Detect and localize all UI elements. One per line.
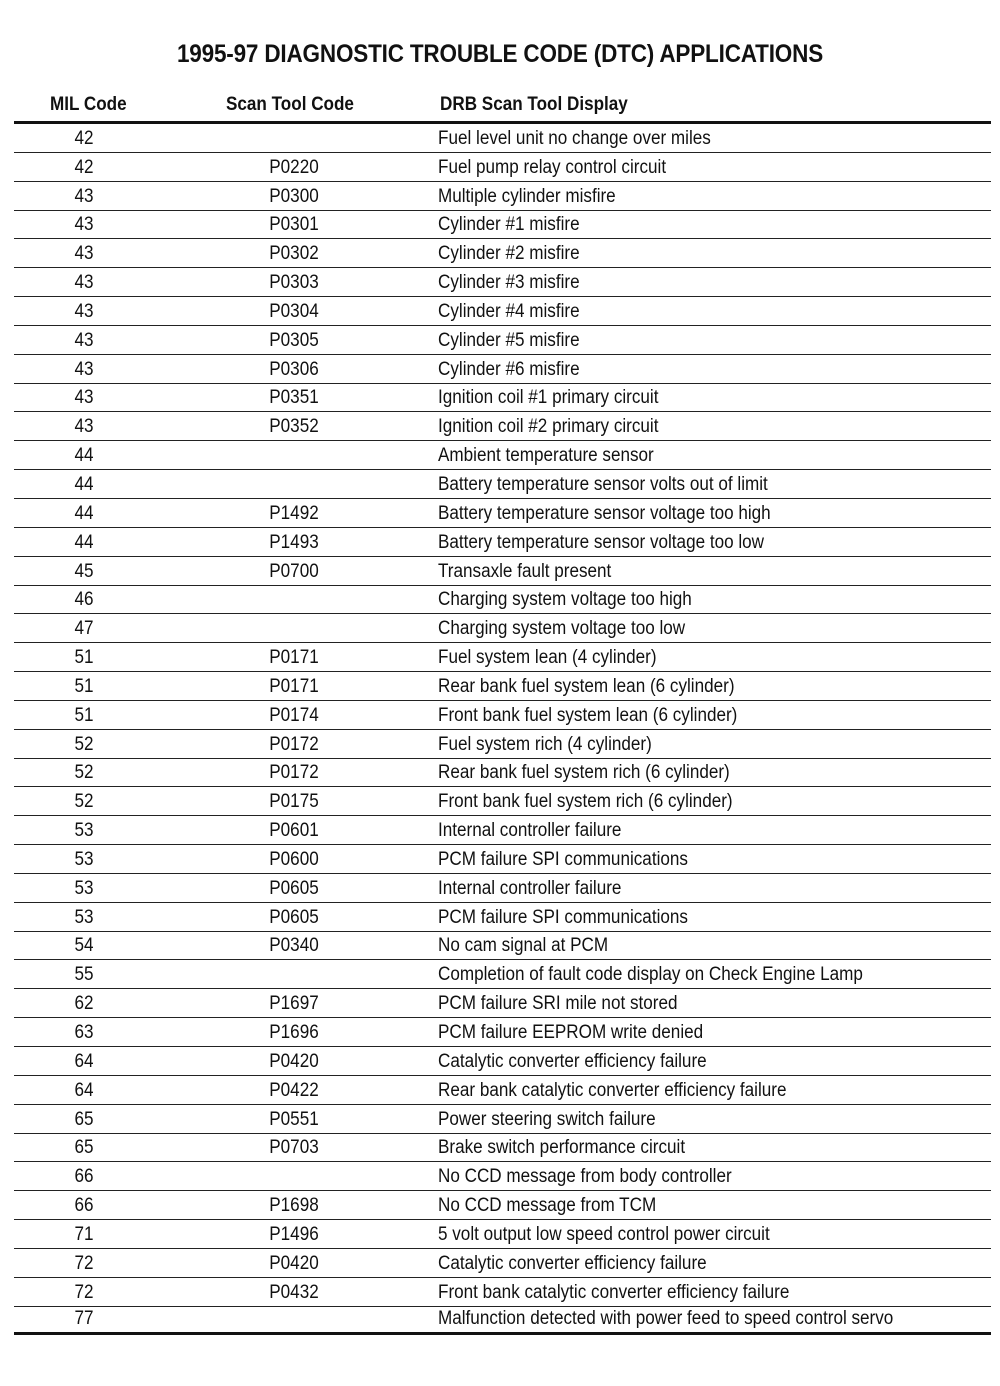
mil-code-cell: 44 bbox=[74, 531, 94, 553]
scan-tool-code-cell: P0700 bbox=[269, 560, 319, 582]
table-row bbox=[14, 903, 991, 932]
scan-tool-code-cell: P1492 bbox=[269, 502, 319, 524]
column-header-mil-code: MIL Code bbox=[50, 94, 127, 115]
drb-display-cell: Battery temperature sensor voltage too high bbox=[438, 502, 771, 524]
mil-code-cell: 66 bbox=[74, 1195, 94, 1217]
mil-code-cell: 43 bbox=[74, 387, 94, 409]
mil-code-cell: 51 bbox=[74, 675, 94, 697]
drb-display-cell: Transaxle fault present bbox=[438, 560, 612, 582]
drb-display-cell: No CCD message from TCM bbox=[438, 1195, 657, 1217]
table-row bbox=[14, 586, 991, 615]
table-row bbox=[14, 1249, 991, 1278]
column-header-drb-display: DRB Scan Tool Display bbox=[440, 94, 628, 115]
scan-tool-code-cell: P1696 bbox=[269, 1022, 319, 1043]
scan-tool-code-cell: P0175 bbox=[269, 791, 319, 813]
drb-display-cell: Catalytic converter efficiency failure bbox=[438, 1252, 707, 1274]
drb-display-cell: Cylinder #3 misfire bbox=[438, 272, 580, 294]
table-row bbox=[14, 787, 991, 816]
table-row bbox=[14, 412, 991, 441]
scan-tool-code-cell: P1697 bbox=[269, 993, 319, 1015]
table-row bbox=[14, 960, 991, 989]
mil-code-cell: 53 bbox=[74, 877, 94, 899]
scan-tool-code-cell: P1493 bbox=[269, 531, 319, 553]
mil-code-cell: 52 bbox=[74, 762, 94, 784]
drb-display-cell: Catalytic converter efficiency failure bbox=[438, 1050, 707, 1072]
scan-tool-code-cell: P0220 bbox=[269, 156, 319, 178]
mil-code-cell: 43 bbox=[74, 243, 94, 265]
table-row bbox=[14, 211, 991, 240]
table-row bbox=[14, 701, 991, 730]
scan-tool-code-cell: P0352 bbox=[269, 416, 319, 438]
table-row bbox=[14, 816, 991, 845]
table-row bbox=[14, 1047, 991, 1076]
drb-display-cell: Rear bank fuel system rich (6 cylinder) bbox=[438, 762, 730, 784]
scan-tool-code-cell: P0306 bbox=[269, 358, 319, 380]
table-row bbox=[14, 153, 991, 182]
drb-display-cell: Rear bank catalytic converter efficiency failure bbox=[438, 1079, 787, 1101]
drb-display-cell: PCM failure EEPROM write denied bbox=[438, 1022, 704, 1043]
scan-tool-code-cell: P0601 bbox=[269, 820, 319, 842]
dtc-table bbox=[14, 124, 991, 1335]
table-row bbox=[14, 1162, 991, 1191]
mil-code-cell: 63 bbox=[74, 1022, 94, 1043]
table-row bbox=[14, 1134, 991, 1163]
mil-code-cell: 43 bbox=[74, 358, 94, 380]
drb-display-cell: Front bank fuel system rich (6 cylinder) bbox=[438, 791, 733, 813]
mil-code-cell: 65 bbox=[74, 1108, 94, 1130]
table-row bbox=[14, 643, 991, 672]
drb-display-cell: Rear bank fuel system lean (6 cylinder) bbox=[438, 675, 735, 697]
scan-tool-code-cell: P0303 bbox=[269, 272, 319, 294]
table-row bbox=[14, 268, 991, 297]
scan-tool-code-cell: P1496 bbox=[269, 1223, 319, 1245]
drb-display-cell: Charging system voltage too low bbox=[438, 618, 686, 640]
table-row bbox=[14, 672, 991, 701]
scan-tool-code-cell: P0432 bbox=[269, 1281, 319, 1303]
drb-display-cell: 5 volt output low speed control power circuit bbox=[438, 1223, 770, 1245]
mil-code-cell: 43 bbox=[74, 185, 94, 207]
scan-tool-code-cell: P0605 bbox=[269, 877, 319, 899]
mil-code-cell: 66 bbox=[74, 1166, 94, 1188]
mil-code-cell: 54 bbox=[74, 935, 94, 957]
table-row bbox=[14, 557, 991, 586]
scan-tool-code-cell: P0301 bbox=[269, 214, 319, 236]
table-row bbox=[14, 1278, 991, 1307]
mil-code-cell: 72 bbox=[74, 1252, 94, 1274]
drb-display-cell: Ignition coil #1 primary circuit bbox=[438, 387, 659, 409]
drb-display-cell: Internal controller failure bbox=[438, 820, 622, 842]
table-row bbox=[14, 441, 991, 470]
mil-code-cell: 52 bbox=[74, 733, 94, 755]
drb-display-cell: Cylinder #6 misfire bbox=[438, 358, 580, 380]
scan-tool-code-cell: P0305 bbox=[269, 329, 319, 351]
mil-code-cell: 43 bbox=[74, 329, 94, 351]
column-header-scan-tool-code: Scan Tool Code bbox=[226, 94, 354, 115]
drb-display-cell: Cylinder #5 misfire bbox=[438, 329, 580, 351]
table-row bbox=[14, 989, 991, 1018]
table-row bbox=[14, 614, 991, 643]
mil-code-cell: 53 bbox=[74, 848, 94, 870]
table-row bbox=[14, 499, 991, 528]
mil-code-cell: 44 bbox=[74, 445, 94, 467]
table-row bbox=[14, 932, 991, 961]
scan-tool-code-cell: P0703 bbox=[269, 1137, 319, 1159]
table-row bbox=[14, 470, 991, 499]
mil-code-cell: 44 bbox=[74, 502, 94, 524]
scan-tool-code-cell: P0351 bbox=[269, 387, 319, 409]
drb-display-cell: No CCD message from body controller bbox=[438, 1166, 732, 1188]
table-row bbox=[14, 845, 991, 874]
mil-code-cell: 42 bbox=[74, 127, 94, 149]
mil-code-cell: 47 bbox=[74, 618, 94, 640]
mil-code-cell: 71 bbox=[74, 1223, 94, 1245]
drb-display-cell: Front bank fuel system lean (6 cylinder) bbox=[438, 704, 738, 726]
drb-display-cell: Battery temperature sensor volts out of limit bbox=[438, 473, 768, 495]
mil-code-cell: 46 bbox=[74, 589, 94, 611]
drb-display-cell: Multiple cylinder misfire bbox=[438, 185, 616, 207]
table-row bbox=[14, 1076, 991, 1105]
scan-tool-code-cell: P0600 bbox=[269, 848, 319, 870]
table-row bbox=[14, 1018, 991, 1047]
table-row bbox=[14, 1105, 991, 1134]
table-row bbox=[14, 124, 991, 153]
mil-code-cell: 51 bbox=[74, 647, 94, 669]
table-row bbox=[14, 874, 991, 903]
drb-display-cell: Brake switch performance circuit bbox=[438, 1137, 686, 1159]
mil-code-cell: 45 bbox=[74, 560, 94, 582]
drb-display-cell: Ambient temperature sensor bbox=[438, 445, 654, 467]
table-row bbox=[14, 1191, 991, 1220]
scan-tool-code-cell: P0300 bbox=[269, 185, 319, 207]
drb-display-cell: Fuel pump relay control circuit bbox=[438, 156, 667, 178]
mil-code-cell: 53 bbox=[74, 906, 94, 928]
table-row bbox=[14, 239, 991, 268]
mil-code-cell: 43 bbox=[74, 416, 94, 438]
mil-code-cell: 43 bbox=[74, 214, 94, 236]
drb-display-cell: Ignition coil #2 primary circuit bbox=[438, 416, 659, 438]
drb-display-cell: PCM failure SPI communications bbox=[438, 906, 688, 928]
scan-tool-code-cell: P0551 bbox=[269, 1108, 319, 1130]
scan-tool-code-cell: P0171 bbox=[269, 647, 319, 669]
table-row bbox=[14, 528, 991, 557]
scan-tool-code-cell: P0171 bbox=[269, 675, 319, 697]
mil-code-cell: 51 bbox=[74, 704, 94, 726]
scan-tool-code-cell: P1698 bbox=[269, 1195, 319, 1217]
scan-tool-code-cell: P0172 bbox=[269, 733, 319, 755]
drb-display-cell: Malfunction detected with power feed to speed control servo bbox=[438, 1308, 894, 1330]
scan-tool-code-cell: P0422 bbox=[269, 1079, 319, 1101]
scan-tool-code-cell: P0340 bbox=[269, 935, 319, 957]
drb-display-cell: Fuel system lean (4 cylinder) bbox=[438, 647, 657, 669]
mil-code-cell: 52 bbox=[74, 791, 94, 813]
drb-display-cell: Fuel level unit no change over miles bbox=[438, 127, 711, 149]
scan-tool-code-cell: P0304 bbox=[269, 300, 319, 322]
mil-code-cell: 64 bbox=[74, 1050, 94, 1072]
mil-code-cell: 77 bbox=[74, 1308, 94, 1330]
mil-code-cell: 53 bbox=[74, 820, 94, 842]
mil-code-cell: 72 bbox=[74, 1281, 94, 1303]
drb-display-cell: Completion of fault code display on Check Engine Lamp bbox=[438, 964, 863, 986]
drb-display-cell: Battery temperature sensor voltage too low bbox=[438, 531, 765, 553]
scan-tool-code-cell: P0420 bbox=[269, 1252, 319, 1274]
mil-code-cell: 44 bbox=[74, 473, 94, 495]
scan-tool-code-cell: P0605 bbox=[269, 906, 319, 928]
drb-display-cell: Cylinder #2 misfire bbox=[438, 243, 580, 265]
table-row bbox=[14, 384, 991, 413]
table-row bbox=[14, 730, 991, 759]
table-row bbox=[14, 1307, 991, 1336]
mil-code-cell: 43 bbox=[74, 272, 94, 294]
drb-display-cell: No cam signal at PCM bbox=[438, 935, 609, 957]
drb-display-cell: Cylinder #4 misfire bbox=[438, 300, 580, 322]
table-row bbox=[14, 297, 991, 326]
table-row bbox=[14, 759, 991, 788]
mil-code-cell: 65 bbox=[74, 1137, 94, 1159]
mil-code-cell: 55 bbox=[74, 964, 94, 986]
page-title: 1995-97 DIAGNOSTIC TROUBLE CODE (DTC) APPLICATIONS bbox=[176, 40, 824, 68]
drb-display-cell: Charging system voltage too high bbox=[438, 589, 692, 611]
table-row bbox=[14, 355, 991, 384]
scan-tool-code-cell: P0420 bbox=[269, 1050, 319, 1072]
scan-tool-code-cell: P0172 bbox=[269, 762, 319, 784]
scan-tool-code-cell: P0302 bbox=[269, 243, 319, 265]
table-row bbox=[14, 326, 991, 355]
drb-display-cell: Power steering switch failure bbox=[438, 1108, 656, 1130]
drb-display-cell: Internal controller failure bbox=[438, 877, 622, 899]
scan-tool-code-cell: P0174 bbox=[269, 704, 319, 726]
mil-code-cell: 64 bbox=[74, 1079, 94, 1101]
drb-display-cell: PCM failure SPI communications bbox=[438, 848, 688, 870]
drb-display-cell: Front bank catalytic converter efficiency failure bbox=[438, 1281, 790, 1303]
mil-code-cell: 43 bbox=[74, 300, 94, 322]
drb-display-cell: Fuel system rich (4 cylinder) bbox=[438, 733, 652, 755]
table-row bbox=[14, 182, 991, 211]
drb-display-cell: PCM failure SRI mile not stored bbox=[438, 993, 678, 1015]
table-row bbox=[14, 1220, 991, 1249]
mil-code-cell: 62 bbox=[74, 993, 94, 1015]
drb-display-cell: Cylinder #1 misfire bbox=[438, 214, 580, 236]
table-header bbox=[0, 94, 1000, 120]
mil-code-cell: 42 bbox=[74, 156, 94, 178]
